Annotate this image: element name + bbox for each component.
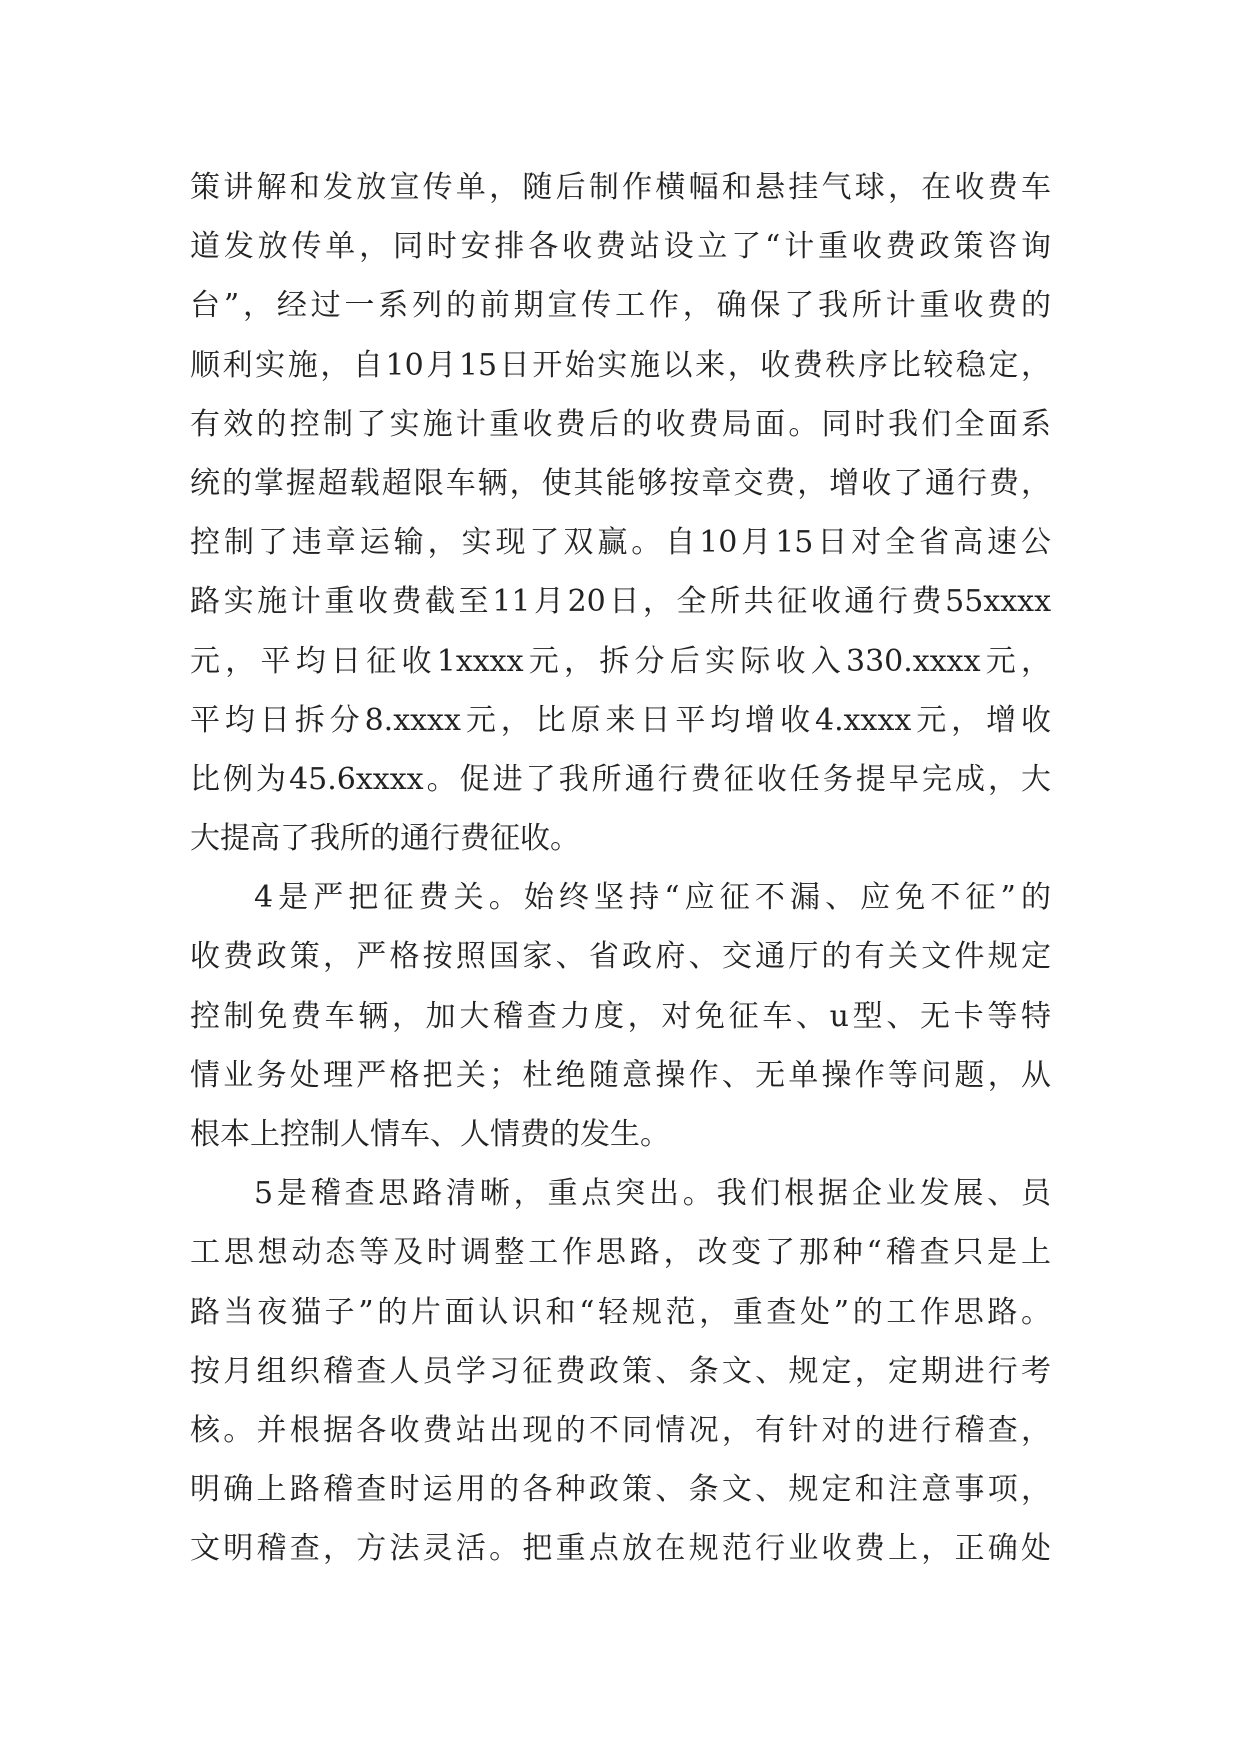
text-line: 统的掌握超载超限车辆，使其能够按章交费，增收了通行费， [190,465,1051,501]
text-line: 平均日拆分8.xxxx元，比原来日平均增收4.xxxx元，增收 [190,702,1051,738]
paragraph-2 [190,868,1051,1164]
text-line: 4是严把征费关。始终坚持“应征不漏、应免不征”的 [254,880,1051,916]
text-line: 按月组织稽查人员学习征费政策、条文、规定，定期进行考 [190,1353,1051,1389]
text-line: 大提高了我所的通行费征收。 [190,821,580,857]
text-line: 情业务处理严格把关；杜绝随意操作、无单操作等问题，从 [190,1057,1051,1093]
text-line: 明确上路稽查时运用的各种政策、条文、规定和注意事项， [190,1472,1051,1508]
text-line: 路实施计重收费截至11月20日，全所共征收通行费55xxxx [190,584,1051,620]
text-line: 控制了违章运输，实现了双赢。自10月15日对全省高速公 [190,525,1051,561]
paragraph-1 [190,158,1051,868]
document-body [190,158,1051,1579]
text-line: 比例为45.6xxxx。促进了我所通行费征收任务提早完成，大 [190,761,1051,797]
text-line: 策讲解和发放宣传单，随后制作横幅和悬挂气球，在收费车 [190,170,1051,205]
text-line: 文明稽查，方法灵活。把重点放在规范行业收费上，正确处 [190,1531,1051,1567]
text-line: 核。并根据各收费站出现的不同情况，有针对的进行稽查， [190,1412,1051,1448]
text-line: 5是稽查思路清晰，重点突出。我们根据企业发展、员 [254,1176,1051,1212]
text-line: 顺利实施，自10月15日开始实施以来，收费秩序比较稳定， [190,347,1051,383]
text-line: 收费政策，严格按照国家、省政府、交通厅的有关文件规定 [190,939,1051,975]
text-line: 根本上控制人情车、人情费的发生。 [190,1117,670,1152]
text-line: 路当夜猫子”的片面认识和“轻规范，重查处”的工作思路。 [190,1294,1051,1330]
text-line: 控制免费车辆，加大稽查力度，对免征车、u型、无卡等特 [190,998,1051,1034]
text-line: 台”，经过一系列的前期宣传工作，确保了我所计重收费的 [190,288,1051,324]
paragraph-3 [190,1164,1051,1578]
text-line: 元，平均日征收1xxxx元，拆分后实际收入330.xxxx元， [190,643,1051,679]
text-line: 工思想动态等及时调整工作思路，改变了那种“稽查只是上 [190,1235,1051,1271]
text-line: 道发放传单，同时安排各收费站设立了“计重收费政策咨询 [190,229,1051,265]
text-line: 有效的控制了实施计重收费后的收费局面。同时我们全面系 [190,406,1051,442]
